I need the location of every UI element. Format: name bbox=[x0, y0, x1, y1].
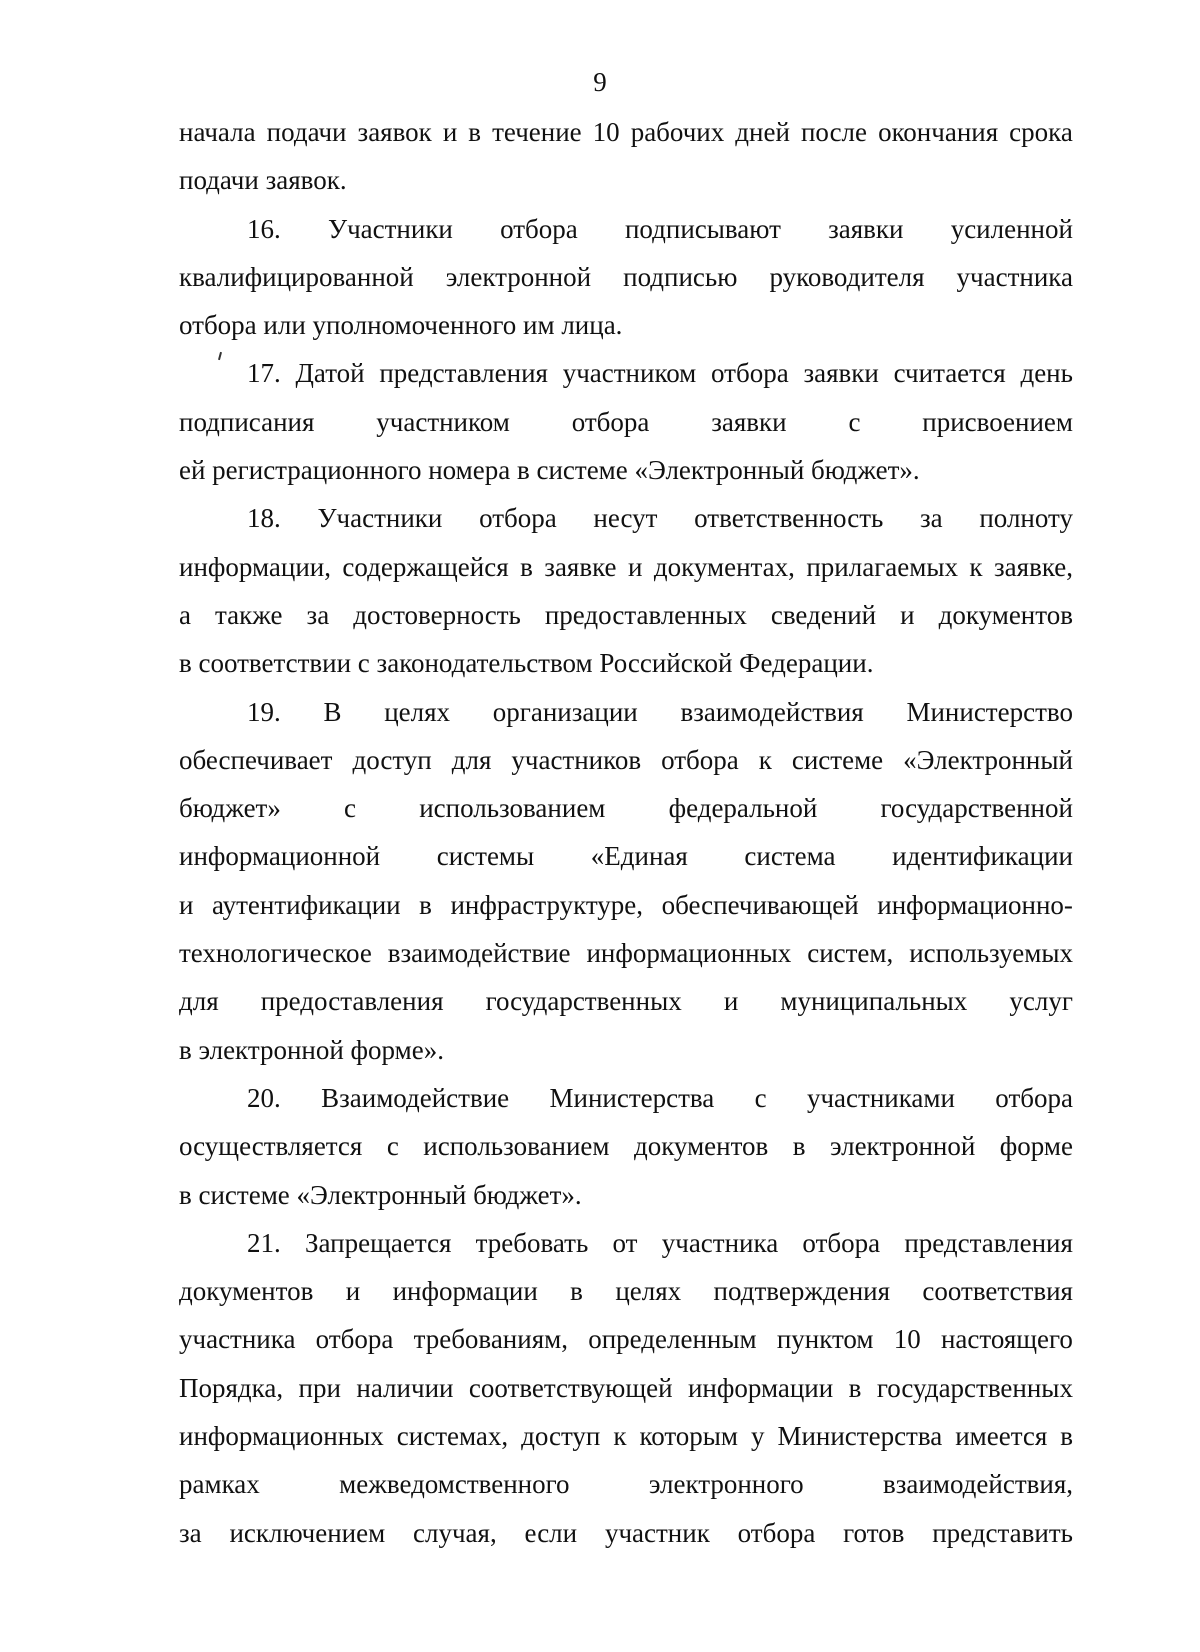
text-word: день bbox=[1020, 358, 1073, 389]
text-word: подачи заявок. bbox=[179, 165, 347, 196]
text-word: заявок bbox=[357, 117, 432, 147]
text-word: системе bbox=[791, 744, 884, 775]
text-word: в электронной форме». bbox=[179, 1034, 444, 1065]
text-word: электронной bbox=[830, 1131, 976, 1162]
text-word: настоящего bbox=[940, 1324, 1073, 1355]
text-word: предоставления bbox=[260, 986, 444, 1017]
text-word: для bbox=[179, 986, 219, 1017]
text-word: несут bbox=[593, 503, 658, 534]
text-word: информационной bbox=[179, 841, 381, 872]
document-body bbox=[179, 108, 1073, 1557]
text-word: течение bbox=[492, 117, 582, 147]
text-line bbox=[179, 688, 1073, 736]
text-word: межведомственного bbox=[339, 1469, 570, 1500]
text-word: квалифицированной bbox=[179, 261, 414, 292]
text-word: к bbox=[613, 1421, 627, 1452]
text-word: государственных bbox=[876, 1372, 1073, 1403]
text-word: ей регистрационного номера в системе «Электронный бюджет». bbox=[179, 455, 920, 486]
text-word: Взаимодействие bbox=[321, 1082, 510, 1113]
text-word: государственных bbox=[485, 986, 682, 1017]
text-line bbox=[179, 446, 1073, 494]
text-line bbox=[179, 639, 1073, 687]
text-word: если bbox=[524, 1517, 578, 1548]
text-word: Порядка, bbox=[179, 1372, 284, 1403]
text-word: ответственность bbox=[694, 503, 884, 534]
text-word: усиленной bbox=[950, 213, 1073, 244]
text-word: в bbox=[520, 551, 533, 582]
text-word: используемых bbox=[909, 938, 1073, 969]
text-line bbox=[179, 881, 1073, 929]
text-word: использованием bbox=[419, 793, 606, 824]
text-line bbox=[179, 253, 1073, 301]
text-word: Участники bbox=[317, 503, 443, 534]
text-word: муниципальных bbox=[780, 986, 968, 1017]
page-number: 9 bbox=[593, 67, 607, 97]
text-word: при bbox=[298, 1372, 341, 1403]
text-word: представления bbox=[379, 358, 548, 389]
text-word: информационно- bbox=[877, 889, 1073, 920]
text-word: 10 bbox=[592, 117, 620, 147]
text-word: в bbox=[570, 1276, 583, 1307]
text-word: система bbox=[744, 841, 836, 872]
text-word: подачи bbox=[266, 117, 347, 147]
text-word: и bbox=[179, 889, 194, 920]
text-word: отбора bbox=[571, 406, 650, 437]
text-word: взаимодействия bbox=[680, 696, 864, 727]
text-word: отбора bbox=[479, 503, 557, 534]
text-word: полноту bbox=[979, 503, 1073, 534]
text-line bbox=[179, 1509, 1073, 1557]
text-word: с bbox=[344, 793, 357, 824]
text-word: и bbox=[900, 599, 915, 630]
text-word: участником bbox=[562, 358, 697, 389]
text-word: «Электронный bbox=[903, 744, 1073, 775]
text-word: сведений bbox=[770, 599, 877, 630]
text-word: информационных bbox=[179, 1421, 384, 1452]
text-word: участником bbox=[376, 406, 510, 437]
text-word: 10 bbox=[893, 1324, 921, 1355]
text-word: пунктом bbox=[776, 1324, 874, 1355]
text-line bbox=[179, 1026, 1073, 1074]
text-line bbox=[179, 205, 1073, 253]
text-word: 21. bbox=[247, 1227, 281, 1258]
text-word: технологическое bbox=[179, 938, 372, 969]
text-word: отбора или уполномоченного им лица. bbox=[179, 310, 623, 341]
text-word: в соответствии с законодательством Российской Федерации. bbox=[179, 648, 874, 679]
text-line bbox=[179, 1267, 1073, 1315]
text-word: системы bbox=[436, 841, 535, 872]
text-line bbox=[179, 494, 1073, 542]
text-word: у bbox=[750, 1421, 765, 1452]
text-word: государственной bbox=[880, 793, 1073, 824]
text-word: рабочих bbox=[630, 117, 725, 147]
text-word: руководителя bbox=[769, 261, 925, 292]
text-word: документов bbox=[633, 1131, 769, 1162]
text-word: В bbox=[323, 696, 342, 727]
text-line bbox=[179, 108, 1073, 156]
text-word: 19. bbox=[247, 696, 281, 727]
text-word: представления bbox=[904, 1227, 1073, 1258]
text-word: в bbox=[848, 1372, 862, 1403]
text-word: которым bbox=[639, 1421, 739, 1452]
text-word: предоставленных bbox=[544, 599, 747, 630]
text-word: прилагаемых bbox=[806, 551, 958, 582]
text-word: отбора bbox=[500, 213, 578, 244]
text-word: с bbox=[848, 406, 861, 437]
text-word: рамках bbox=[179, 1469, 260, 1500]
text-word: информации, bbox=[179, 551, 331, 582]
text-word: 17. bbox=[247, 358, 281, 389]
text-word: за bbox=[920, 503, 943, 534]
text-word: наличии bbox=[356, 1372, 454, 1403]
text-word: Министерства bbox=[777, 1421, 943, 1452]
text-word: отбора bbox=[661, 744, 739, 775]
text-word: для bbox=[451, 744, 492, 775]
text-line bbox=[179, 156, 1073, 204]
text-word: дней bbox=[735, 117, 790, 147]
text-word: подписью bbox=[623, 261, 738, 292]
text-word: идентификации bbox=[892, 841, 1073, 872]
text-word: а bbox=[179, 599, 191, 630]
text-word: обеспечивает bbox=[179, 744, 333, 775]
text-line bbox=[179, 398, 1073, 446]
text-word: Министерство bbox=[906, 696, 1073, 727]
text-word: заявки bbox=[828, 213, 904, 244]
text-line bbox=[179, 784, 1073, 832]
text-word: заявке, bbox=[994, 551, 1073, 582]
text-word: услуг bbox=[1009, 986, 1073, 1017]
text-word: в системе «Электронный бюджет». bbox=[179, 1179, 582, 1210]
text-word: участниками bbox=[806, 1082, 955, 1113]
text-line bbox=[179, 832, 1073, 880]
text-word: документах, bbox=[653, 551, 795, 582]
text-word: взаимодействия, bbox=[883, 1469, 1073, 1500]
text-word: взаимодействие bbox=[387, 938, 571, 969]
text-word: соответствия bbox=[922, 1276, 1073, 1307]
text-line bbox=[179, 301, 1073, 349]
text-word: к bbox=[969, 551, 983, 582]
text-word: информации bbox=[687, 1372, 834, 1403]
text-line bbox=[179, 929, 1073, 977]
text-word: подписывают bbox=[624, 213, 781, 244]
text-word: инфраструктуре, bbox=[450, 889, 644, 920]
text-line bbox=[179, 1171, 1073, 1219]
text-line bbox=[179, 1122, 1073, 1170]
text-word: начала bbox=[179, 117, 256, 147]
text-word: случая, bbox=[413, 1517, 497, 1548]
text-word: форме bbox=[999, 1131, 1073, 1162]
text-word: заявки bbox=[711, 406, 787, 437]
text-word: «Единая bbox=[590, 841, 688, 872]
text-word: требовать bbox=[475, 1227, 589, 1258]
text-word: подписания bbox=[179, 406, 315, 437]
text-word: готов bbox=[843, 1517, 905, 1548]
text-word: обеспечивающей bbox=[661, 889, 859, 920]
text-word: к bbox=[758, 744, 772, 775]
text-word: от bbox=[612, 1227, 638, 1258]
text-word: заявке bbox=[544, 551, 617, 582]
text-line bbox=[179, 1315, 1073, 1363]
text-word: в bbox=[1060, 1421, 1073, 1452]
text-word: доступ bbox=[352, 744, 432, 775]
text-word: определенным bbox=[588, 1324, 757, 1355]
text-word: отбора bbox=[711, 358, 789, 389]
text-word: аутентификации bbox=[212, 889, 401, 920]
text-word: участника bbox=[179, 1324, 296, 1355]
text-word: подтверждения bbox=[713, 1276, 891, 1307]
text-word: окончания bbox=[878, 117, 999, 147]
text-word: присвоением bbox=[922, 406, 1073, 437]
text-word: отбора bbox=[995, 1082, 1073, 1113]
text-word: достоверность bbox=[353, 599, 521, 630]
text-word: систем, bbox=[807, 938, 894, 969]
text-word: системах, bbox=[396, 1421, 509, 1452]
text-word: с bbox=[386, 1131, 399, 1162]
text-word: целях bbox=[384, 696, 451, 727]
text-word: после bbox=[800, 117, 868, 147]
text-line bbox=[179, 1460, 1073, 1508]
text-word: и bbox=[345, 1276, 361, 1307]
text-word: участника bbox=[661, 1227, 779, 1258]
text-word: использованием bbox=[423, 1131, 610, 1162]
text-word: электронной bbox=[445, 261, 592, 292]
text-word: Министерства bbox=[549, 1082, 715, 1113]
text-line bbox=[179, 1364, 1073, 1412]
text-line bbox=[179, 591, 1073, 639]
text-word: электронного bbox=[648, 1469, 804, 1500]
text-word: информационных bbox=[586, 938, 792, 969]
text-line bbox=[179, 1219, 1073, 1267]
text-word: также bbox=[215, 599, 283, 630]
text-word: участника bbox=[956, 261, 1073, 292]
text-word: исключением bbox=[229, 1517, 386, 1548]
text-word: участник bbox=[604, 1517, 710, 1548]
text-word: Запрещается bbox=[305, 1227, 452, 1258]
text-word: организации bbox=[492, 696, 638, 727]
text-line bbox=[179, 349, 1073, 397]
text-word: в bbox=[792, 1131, 806, 1162]
text-word: заявки bbox=[803, 358, 879, 389]
text-word: документов bbox=[938, 599, 1073, 630]
text-word: за bbox=[306, 599, 330, 630]
text-word: отбора bbox=[802, 1227, 881, 1258]
text-word: срока bbox=[1009, 117, 1073, 147]
text-word: и bbox=[442, 117, 458, 147]
text-word: Участники bbox=[327, 213, 453, 244]
text-word: за bbox=[179, 1517, 202, 1548]
text-word: бюджет» bbox=[179, 793, 281, 824]
text-line bbox=[179, 543, 1073, 591]
text-word: участников bbox=[511, 744, 642, 775]
text-word: документов bbox=[179, 1276, 314, 1307]
text-word: имеется bbox=[955, 1421, 1048, 1452]
text-word: соответствующей bbox=[468, 1372, 673, 1403]
text-word: и bbox=[723, 986, 739, 1017]
text-word: считается bbox=[893, 358, 1006, 389]
text-line bbox=[179, 1074, 1073, 1122]
text-word: содержащейся bbox=[342, 551, 509, 582]
text-word: представить bbox=[932, 1517, 1073, 1548]
text-word: доступ bbox=[521, 1421, 601, 1452]
text-word: требованиям, bbox=[413, 1324, 568, 1355]
text-word: федеральной bbox=[668, 793, 818, 824]
text-line bbox=[179, 977, 1073, 1025]
text-word: отбора bbox=[315, 1324, 394, 1355]
text-word: в bbox=[419, 889, 432, 920]
text-word: 16. bbox=[247, 213, 281, 244]
text-line bbox=[179, 736, 1073, 784]
text-word: в bbox=[468, 117, 482, 147]
text-word: Датой bbox=[295, 358, 365, 389]
text-line bbox=[179, 1412, 1073, 1460]
text-word: отбора bbox=[737, 1517, 816, 1548]
text-word: с bbox=[754, 1082, 767, 1113]
text-word: и bbox=[627, 551, 643, 582]
text-word: 20. bbox=[247, 1082, 281, 1113]
text-word: целях bbox=[615, 1276, 682, 1307]
text-word: информации bbox=[392, 1276, 538, 1307]
text-word: 18. bbox=[247, 503, 281, 534]
text-word: осуществляется bbox=[179, 1131, 363, 1162]
